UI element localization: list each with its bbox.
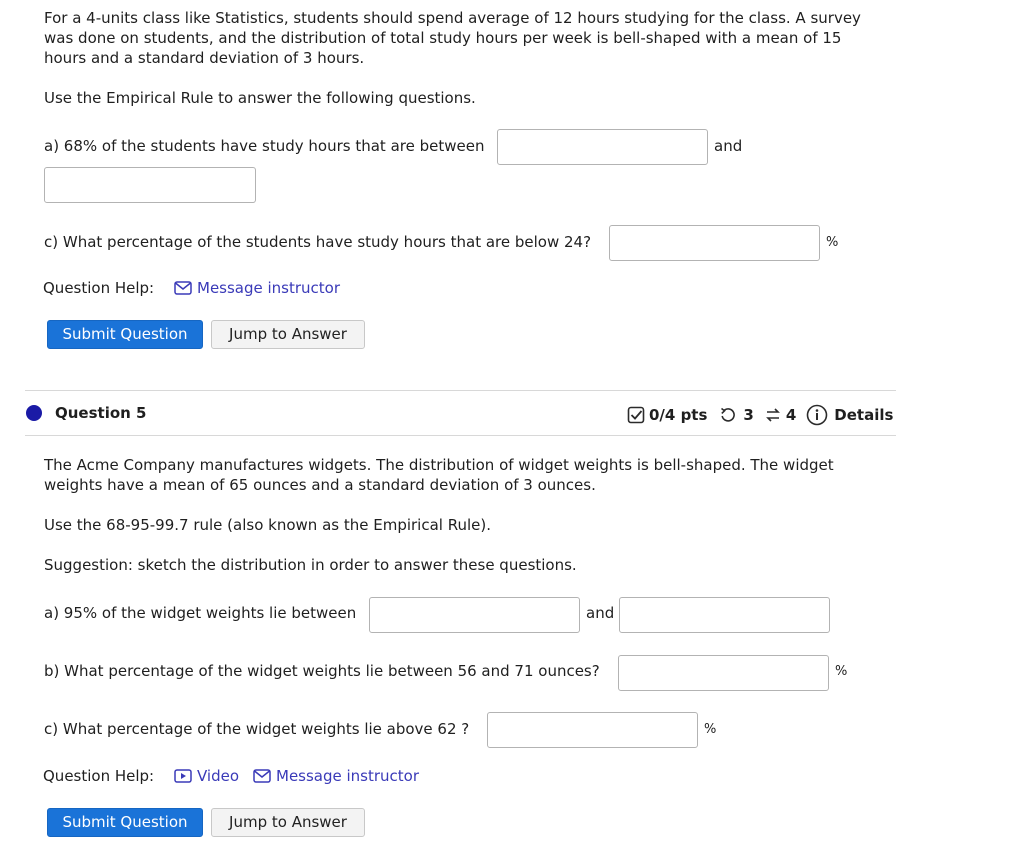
q4-percent-label: % (826, 235, 839, 250)
q5-header-divider (25, 435, 896, 436)
q5-meta-bar (627, 404, 893, 426)
q5-details-link[interactable]: Details (834, 406, 894, 424)
q4-message-instructor-text: Message instructor (197, 279, 341, 297)
q4-question-help-label: Question Help: (43, 279, 155, 297)
q5-question-help-label: Question Help: (43, 767, 155, 785)
q5-part-b-input[interactable] (618, 655, 829, 691)
q5-part-b-label: b) What percentage of the widget weights lie between 56 and 71 ounces? (44, 662, 600, 680)
swap-attempts-icon (764, 406, 782, 424)
q4-submit-question-button[interactable]: Submit Question (47, 320, 203, 349)
q5-retries-count: 3 (743, 406, 754, 424)
q5-message-instructor-text: Message instructor (276, 767, 420, 785)
q5-status-dot-icon (26, 405, 42, 421)
q5-suggestion: Suggestion: sketch the distribution in order to answer these questions. (44, 556, 577, 574)
video-play-icon (174, 769, 192, 783)
q4-part-a-lower-input[interactable] (497, 129, 708, 165)
q5-attempts-count: 4 (785, 406, 797, 424)
q5-submit-question-button[interactable]: Submit Question (47, 808, 203, 837)
q4-jump-to-answer-button[interactable]: Jump to Answer (211, 320, 365, 349)
q5-part-a-upper-input[interactable] (619, 597, 830, 633)
q4-message-instructor-link[interactable] (174, 278, 340, 298)
q5-jump-to-answer-button[interactable]: Jump to Answer (211, 808, 365, 837)
q5-intro: The Acme Company manufactures widgets. The distribution of widget weights is bell-shaped. The widget weights have a mean of 65 ounces and a standard deviation of 3 ounces. (44, 456, 834, 494)
q5-part-c-label: c) What percentage of the widget weights lie above 62 ? (44, 720, 470, 738)
undo-retry-icon (719, 406, 737, 424)
q4-part-a-label: a) 68% of the students have study hours that are between (44, 137, 485, 155)
checkbox-check-icon (627, 406, 645, 424)
info-icon[interactable] (806, 404, 828, 426)
q4-intro: For a 4-units class like Statistics, students should spend average of 12 hours studying for the class. A survey was done on students, and the distribution of total study hours per week is bell-shaped with a mean of 15 hours and a standard deviation of 3 hours. (44, 9, 861, 67)
q4-instruction: Use the Empirical Rule to answer the following questions. (44, 89, 476, 107)
q5-points: 0/4 pts (649, 406, 708, 424)
q5-part-a-lower-input[interactable] (369, 597, 580, 633)
q5-part-b-percent-label: % (835, 664, 848, 679)
q5-title[interactable]: Question 5 (55, 404, 147, 422)
q5-video-link[interactable] (174, 766, 239, 786)
q4-part-a-upper-input[interactable] (44, 167, 256, 203)
q5-part-c-percent-label: % (704, 722, 717, 737)
q5-video-text: Video (197, 767, 240, 785)
envelope-icon (174, 281, 192, 295)
q4-part-c-label: c) What percentage of the students have study hours that are below 24? (44, 233, 592, 251)
envelope-icon (253, 769, 271, 783)
q5-part-c-input[interactable] (487, 712, 698, 748)
q5-part-a-label: a) 95% of the widget weights lie between (44, 604, 357, 622)
q4-part-c-input[interactable] (609, 225, 820, 261)
q5-top-divider (25, 390, 896, 391)
q5-rule: Use the 68-95-99.7 rule (also known as the Empirical Rule). (44, 516, 491, 534)
q5-and-label: and (586, 604, 615, 622)
q4-and-label: and (714, 137, 743, 155)
q5-message-instructor-link[interactable] (253, 766, 419, 786)
